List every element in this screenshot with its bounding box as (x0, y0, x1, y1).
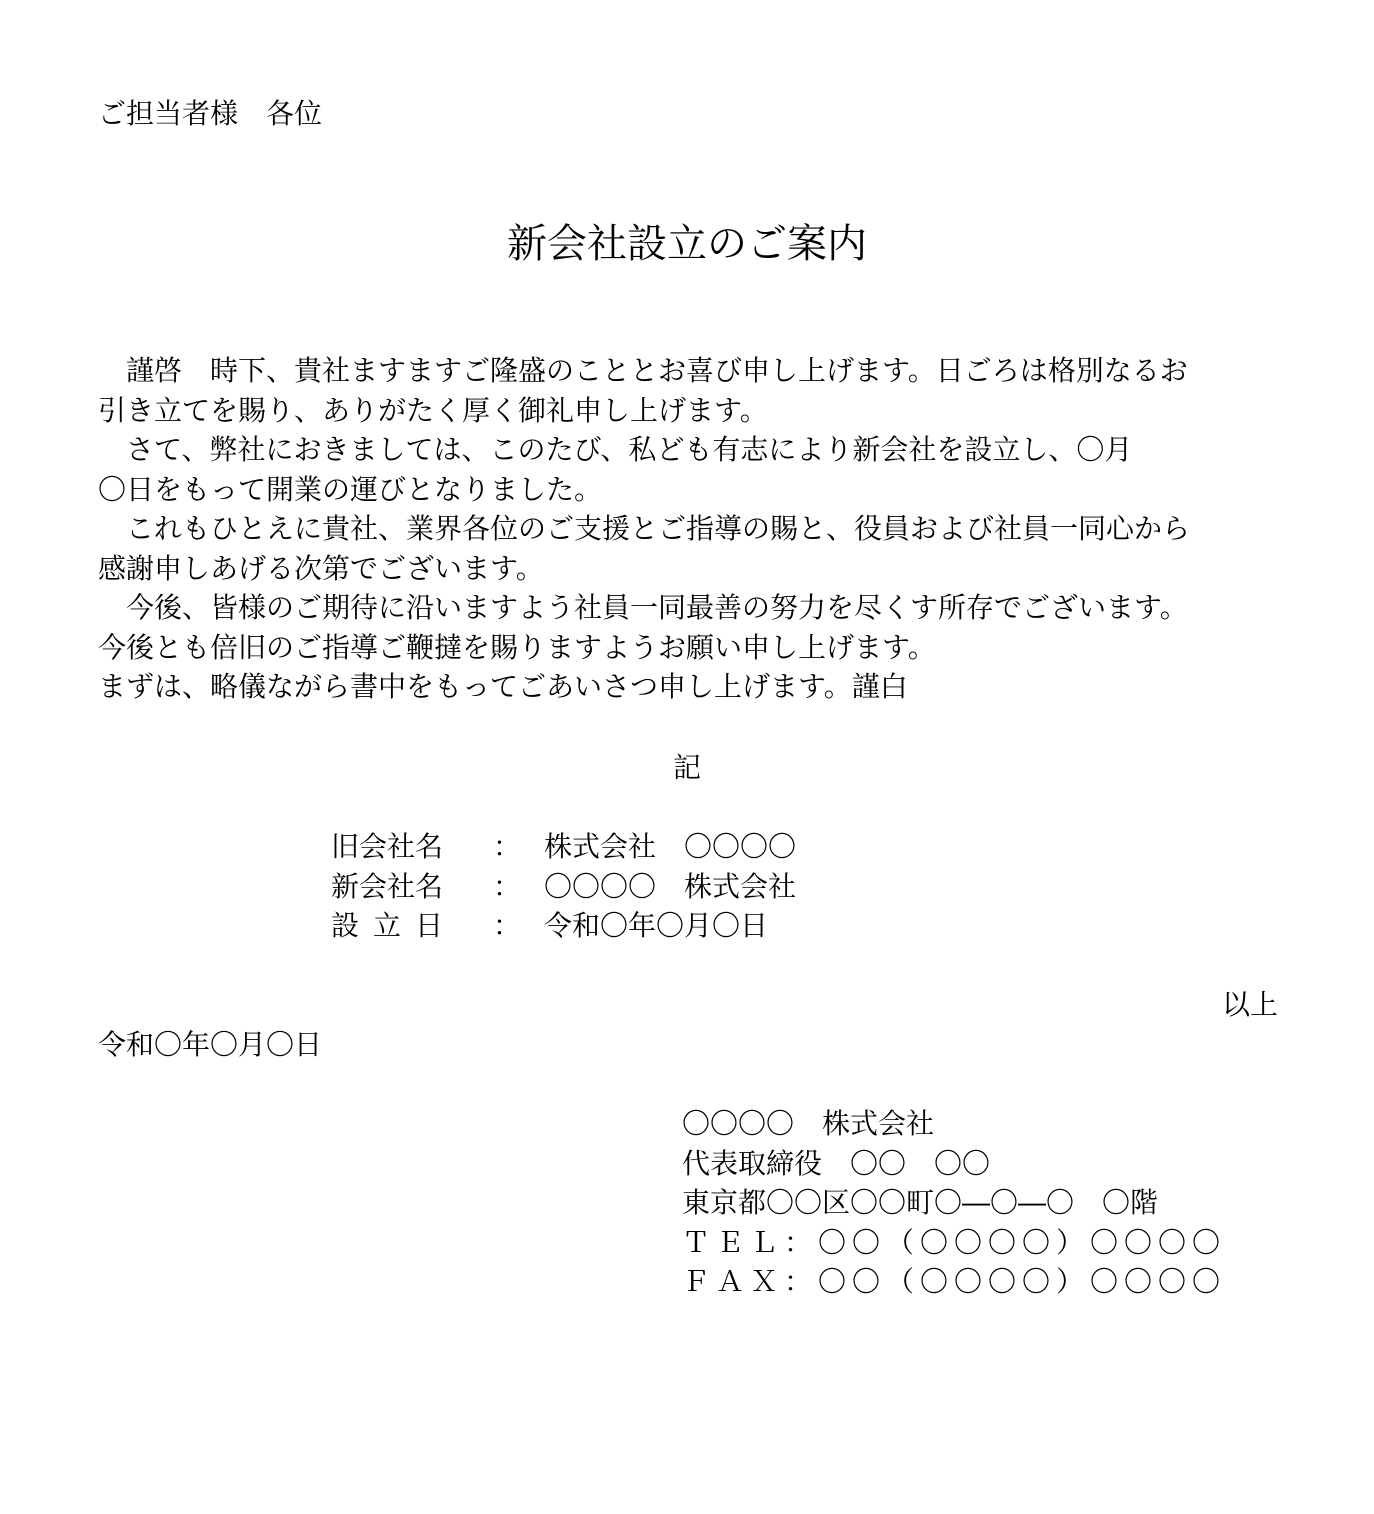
body-line: 感謝申しあげる次第でございます。 (98, 551, 544, 585)
addressee: ご担当者様 各位 (98, 97, 323, 130)
detail-value: 株式会社 〇〇〇〇 (544, 830, 797, 863)
sender-address: 東京都〇〇区〇〇町〇―〇―〇 〇階 (682, 1186, 1159, 1219)
detail-label: 新会社名 (331, 869, 444, 903)
document-title: 新会社設立のご案内 (507, 221, 867, 267)
sender-company: 〇〇〇〇 株式会社 (682, 1107, 935, 1140)
closing-ijo: 以上 (1221, 988, 1278, 1021)
body-line: さて、弊社におきましては、このたび、私ども有志により新会社を設立し、〇月 (98, 433, 1133, 466)
body-line: 〇日をもって開業の運びとなりました。 (98, 472, 603, 506)
detail-colon: ： (493, 869, 522, 903)
body-line: 今後、皆様のご期待に沿いますよう社員一同最善の努力を尽くす所存でございます。 (98, 591, 1188, 624)
sender-block (682, 1104, 1226, 1302)
sender-representative: 代表取締役 〇〇 〇〇 (682, 1146, 991, 1180)
body-line: これもひとえに貴社、業界各位のご支援とご指導の賜と、役員および社員一同心から (98, 512, 1191, 545)
body-line: 今後とも倍旧のご指導ご鞭撻を賜りますようお願い申し上げます。 (98, 630, 936, 664)
letter-date: 令和〇年〇月〇日 (98, 1028, 323, 1061)
detail-label: 設立日 (331, 909, 458, 942)
body-line: 引き立てを賜り、ありがたく厚く御礼申し上げます。 (98, 393, 768, 427)
detail-label: 旧会社名 (331, 830, 444, 863)
sender-fax: ＦＡＸ：〇〇（〇〇〇〇）〇〇〇〇 (682, 1265, 1227, 1298)
body-line: 謹啓 時下、貴社ますますご隆盛のこととお喜び申し上げます。日ごろは格別なるお (98, 354, 1188, 387)
body-line: まずは、略儀ながら書中をもってごあいさつ申し上げます。謹白 (98, 670, 908, 703)
ki-heading: 記 (672, 751, 701, 784)
detail-colon: ： (493, 830, 522, 863)
detail-value: 令和〇年〇月〇日 (544, 909, 769, 942)
detail-colon: ： (493, 909, 522, 942)
sender-tel: ＴＥＬ：〇〇（〇〇〇〇）〇〇〇〇 (682, 1225, 1227, 1259)
letter-body (98, 351, 1288, 707)
detail-value: 〇〇〇〇 株式会社 (544, 869, 797, 903)
